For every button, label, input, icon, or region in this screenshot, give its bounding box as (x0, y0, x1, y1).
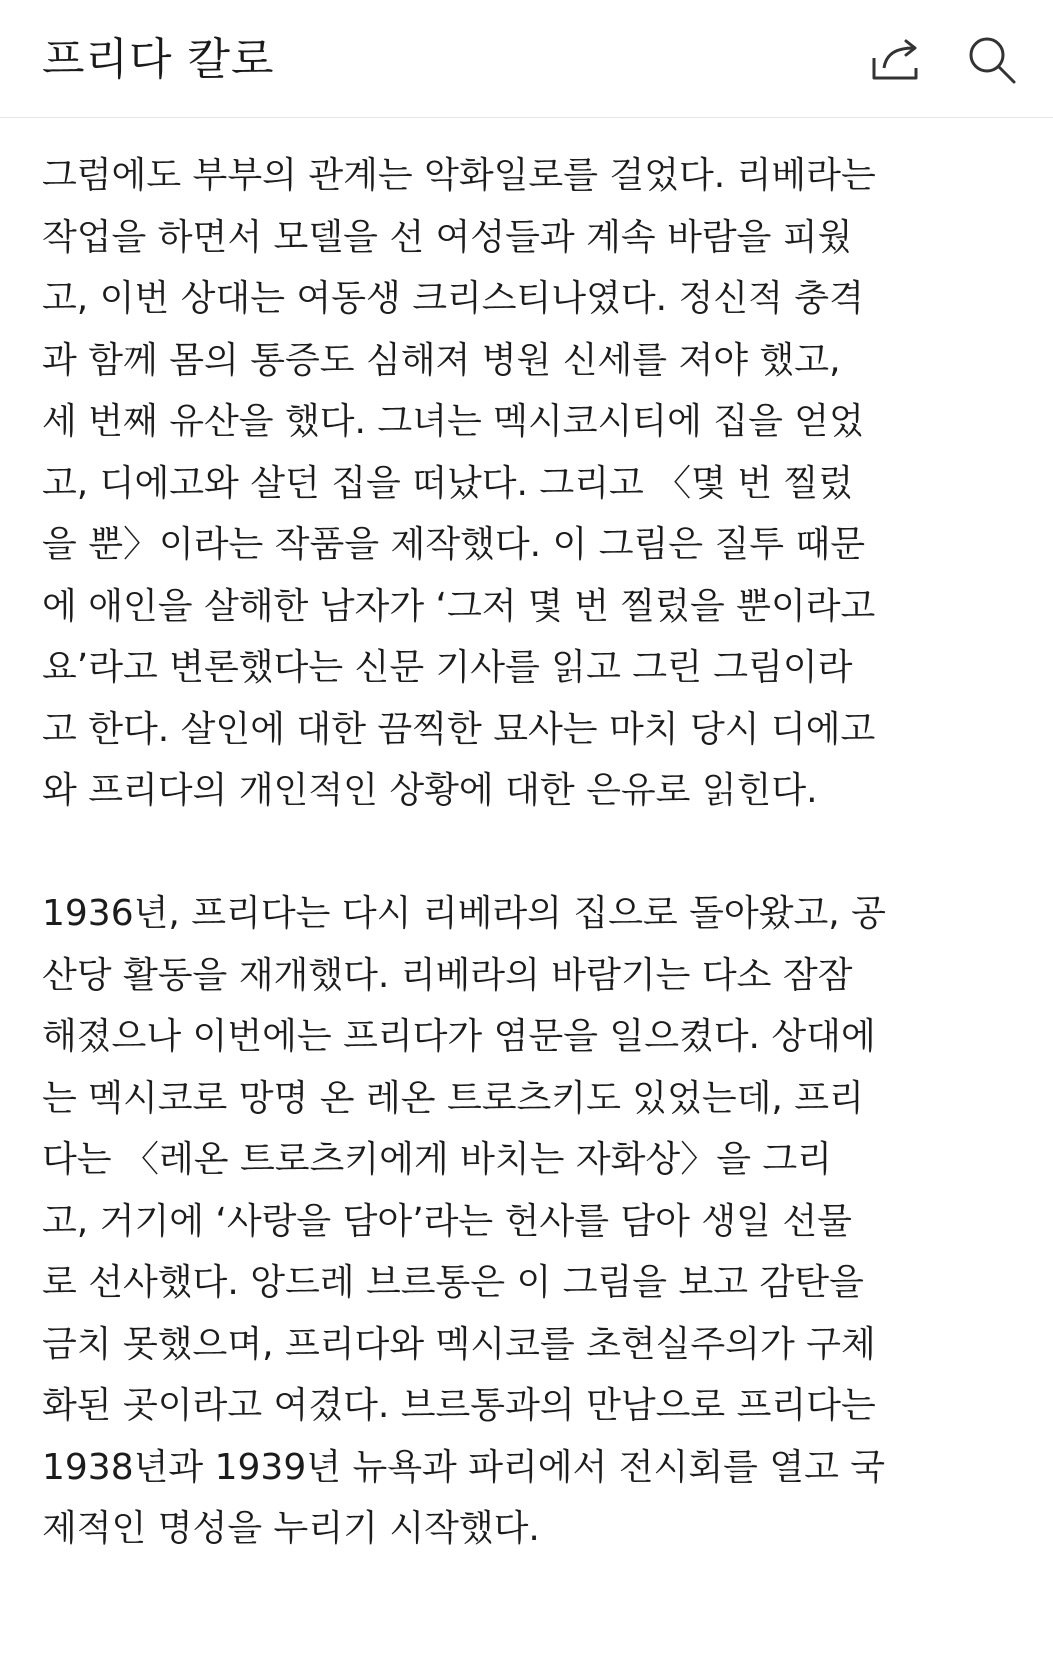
paragraph-2 (42, 883, 982, 1560)
top-app-bar (0, 0, 1053, 118)
text-line: 다는 〈레온 트로츠키에게 바치는 자화상〉을 그리 (42, 1139, 832, 1180)
text-line: 그럼에도 부부의 관계는 악화일로를 걸었다. 리베라는 (42, 155, 876, 196)
page-title: 프리다 칼로 (42, 34, 275, 85)
text-line: 을 뿐〉이라는 작품을 제작했다. 이 그림은 질투 때문 (42, 524, 866, 565)
text-line: 1936년, 프리다는 다시 리베라의 집으로 돌아왔고, 공 (42, 893, 886, 934)
paragraph-1 (42, 145, 982, 822)
text-line: 는 멕시코로 망명 온 레온 트로츠키도 있었는데, 프리 (42, 1077, 864, 1119)
text-line: 금치 못했으며, 프리다와 멕시코를 초현실주의가 구체 (42, 1323, 876, 1365)
text-line: 요’라고 변론했다는 신문 기사를 읽고 그린 그림이라 (42, 647, 853, 688)
share-icon (870, 38, 922, 82)
search-icon (966, 34, 1018, 86)
search-button[interactable] (962, 30, 1022, 90)
text-line: 고, 이번 상대는 여동생 크리스티나였다. 정신적 충격 (42, 278, 864, 319)
text-line: 로 선사했다. 앙드레 브르통은 이 그림을 보고 감탄을 (42, 1262, 864, 1303)
text-line: 작업을 하면서 모델을 선 여성들과 계속 바람을 피웠 (42, 216, 853, 258)
text-line: 1938년과 1939년 뉴욕과 파리에서 전시회를 열고 국 (42, 1446, 886, 1488)
text-line: 고, 거기에 ‘사랑을 담아’라는 헌사를 담아 생일 선물 (42, 1200, 852, 1242)
text-line: 고, 디에고와 살던 집을 떠났다. 그리고 〈몇 번 찔렀 (42, 462, 854, 504)
article-body (42, 145, 982, 1560)
text-line: 과 함께 몸의 통증도 심해져 병원 신세를 져야 했고, (42, 339, 841, 381)
text-line: 와 프리다의 개인적인 상황에 대한 은유로 읽힌다. (42, 770, 818, 811)
text-line: 에 애인을 살해한 남자가 ‘그저 몇 번 찔렀을 뿐이라고 (42, 585, 876, 627)
text-line: 산당 활동을 재개했다. 리베라의 바람기는 다소 잠잠 (42, 954, 853, 996)
text-line: 해졌으나 이번에는 프리다가 염문을 일으켰다. 상대에 (42, 1016, 876, 1057)
share-button[interactable] (866, 30, 926, 90)
text-line: 제적인 명성을 누리기 시작했다. (42, 1508, 540, 1549)
text-line: 고 한다. 살인에 대한 끔찍한 묘사는 마치 당시 디에고 (42, 708, 876, 750)
text-line: 화된 곳이라고 여겼다. 브르통과의 만남으로 프리다는 (42, 1385, 876, 1426)
text-line: 세 번째 유산을 했다. 그녀는 멕시코시티에 집을 얻었 (42, 401, 864, 442)
